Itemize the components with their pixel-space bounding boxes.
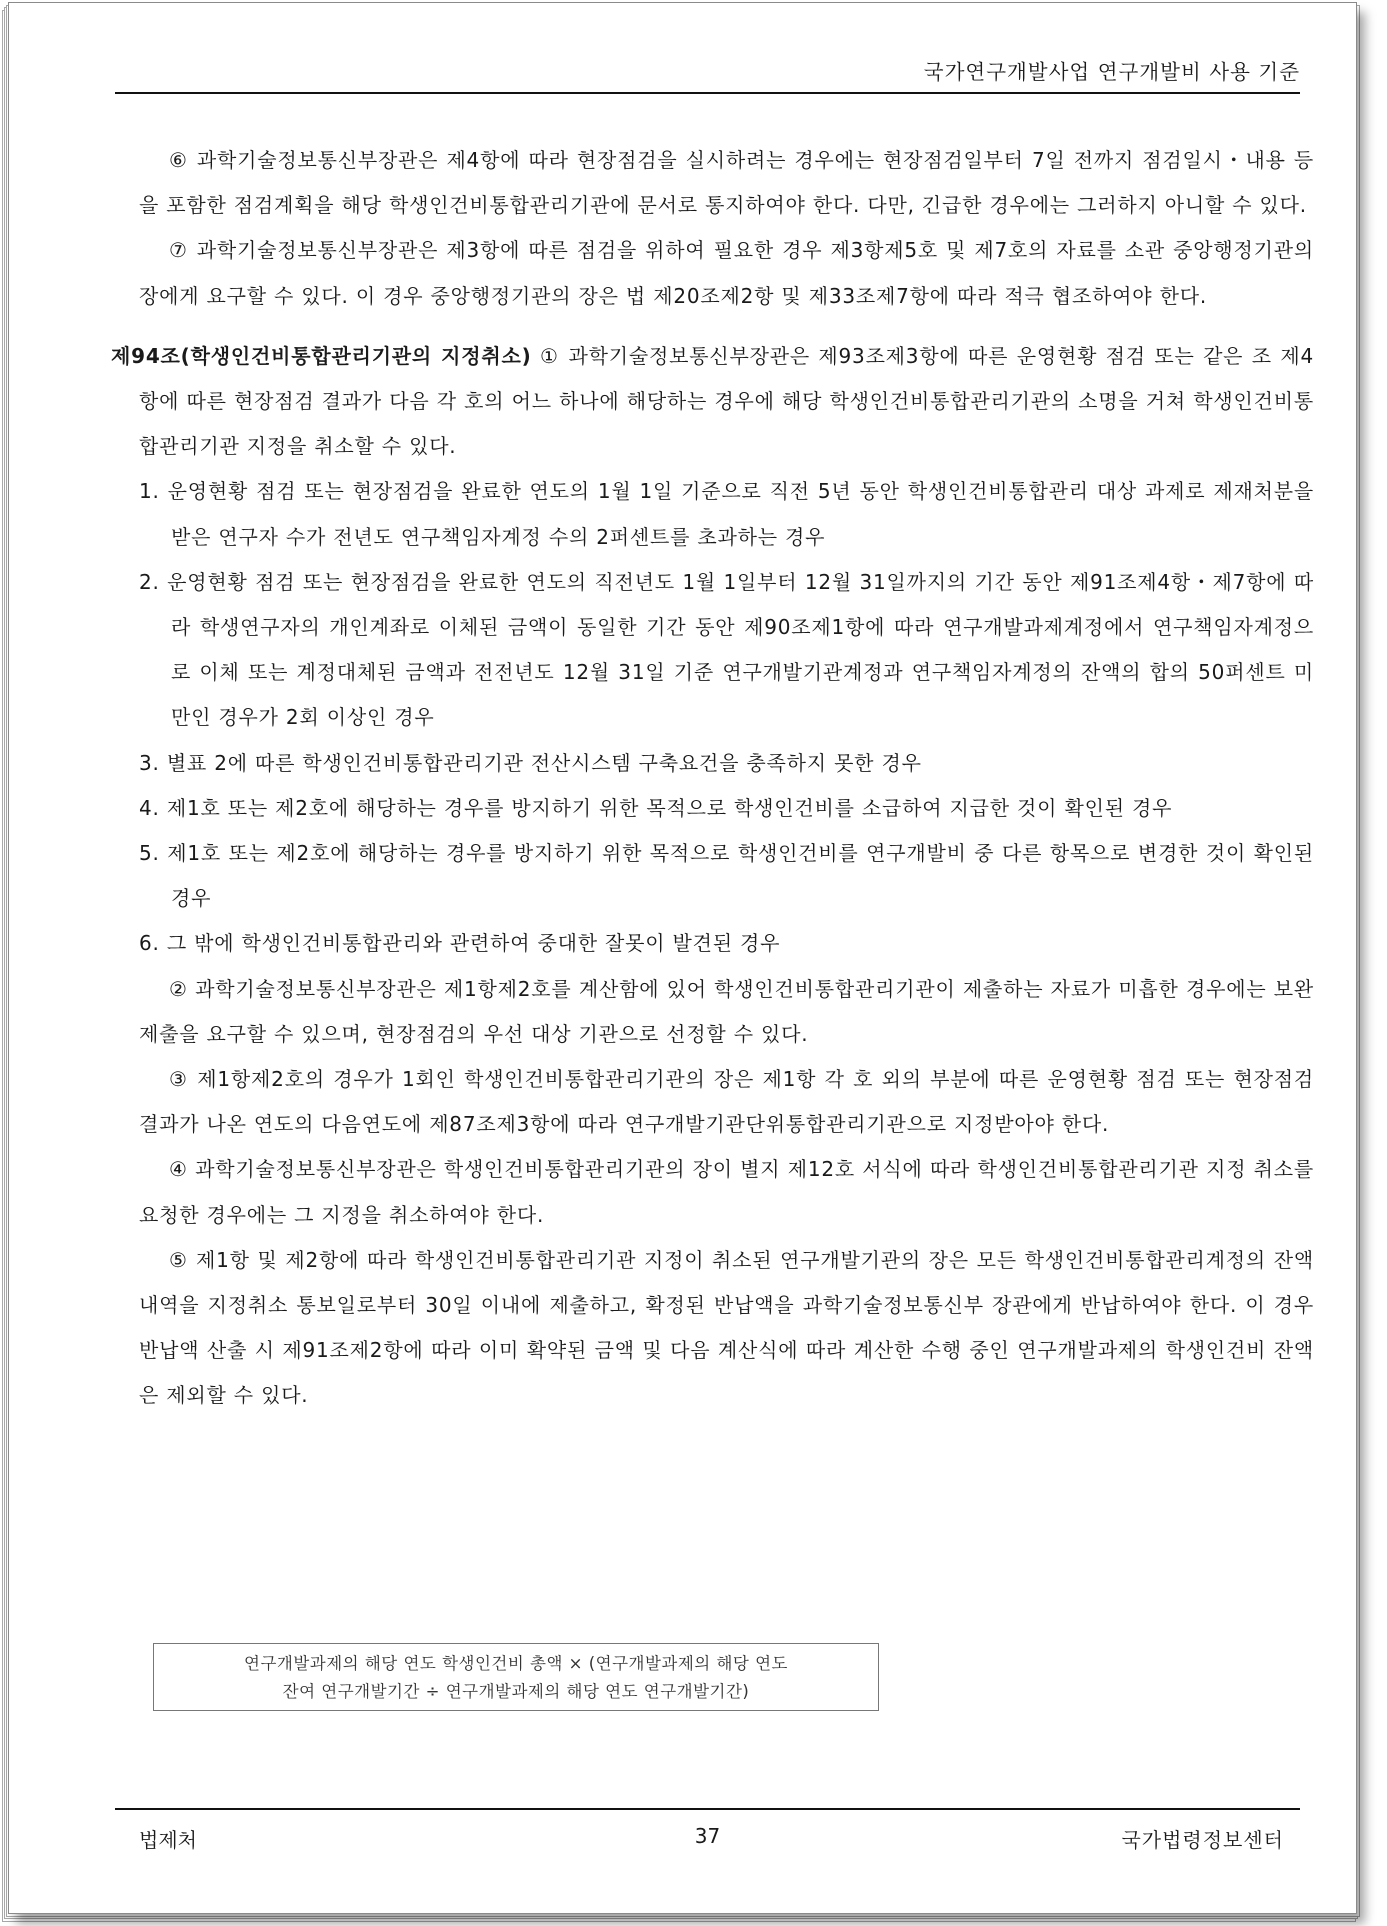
paragraph-3: ③ 제1항제2호의 경우가 1회인 학생인건비통합관리기관의 장은 제1항 각 호 외의 부분에 따른 운영현황 점검 또는 현장점검 결과가 나온 연도의 다음연도에 제87조제3항에 따라 연구개발기관단위통합관리기관으로 지정받아야 한다. — [139, 1067, 1314, 1137]
page-footer — [115, 1808, 1300, 1864]
footer-source: 국가법령정보센터 — [1121, 1828, 1284, 1852]
list-item: 2. 운영현황 점검 또는 현장점검을 완료한 연도의 직전년도 1월 1일부터 12월 31일까지의 기간 동안 제91조제4항・제7항에 따라 학생연구자의 개인계좌로 이체된 금액이 동일한 기간 동안 제90조제1항에 따라 연구개발과제계정에서 연구책임자계정으로 이체 또는 계정대체된 금액과 전전년도 12월 31일 기준 연구개발기관계정과 연구책임자계정의 잔액의 합의 50퍼센트 미만인 경우가 2회 이상인 경우 — [139, 569, 1314, 730]
paragraph-6: ⑥ 과학기술정보통신부장관은 제4항에 따라 현장점검을 실시하려는 경우에는 현장점검일부터 7일 전까지 점검일시・내용 등을 포함한 점검계획을 해당 학생인건비통합관리기관에 문서로 통지하여야 한다. 다만, 긴급한 경우에는 그러하지 아니할 수 있다. — [139, 148, 1314, 218]
list-item: 3. 별표 2에 따른 학생인건비통합관리기관 전산시스템 구축요건을 충족하지 못한 경우 — [139, 750, 922, 775]
paragraph-5: ⑤ 제1항 및 제2항에 따라 학생인건비통합관리기관 지정이 취소된 연구개발기관의 장은 모든 학생인건비통합관리계정의 잔액 내역을 지정취소 통보일로부터 30일 이내에 제출하고, 확정된 반납액을 과학기술정보통신부 장관에게 반납하여야 한다. 이 경우 반납액 산출 시 제91조제2항에 따라 이미 확약된 금액 및 다음 계산식에 따라 계산한 수행 중인 연구개발과제의 학생인건비 잔액은 제외할 수 있다. — [139, 1247, 1314, 1408]
page-header — [115, 55, 1300, 94]
footer-publisher: 법제처 — [139, 1828, 197, 1852]
document-page — [8, 2, 1357, 1914]
list-item: 1. 운영현황 점검 또는 현장점검을 완료한 연도의 1월 1일 기준으로 직전 5년 동안 학생인건비통합관리 대상 과제로 제재처분을 받은 연구자 수가 전년도 연구책임자계정 수의 2퍼센트를 초과하는 경우 — [139, 479, 1314, 549]
paragraph-4: ④ 과학기술정보통신부장관은 학생인건비통합관리기관의 장이 별지 제12호 서식에 따라 학생인건비통합관리기관 지정 취소를 요청한 경우에는 그 지정을 취소하여야 한다. — [139, 1157, 1314, 1227]
formula-line-1: 연구개발과제의 해당 연도 학생인건비 총액 × (연구개발과제의 해당 연도 — [244, 1654, 788, 1673]
article-94-title: 제94조(학생인건비통합관리기관의 지정취소) — [111, 343, 532, 368]
formula-line-2: 잔여 연구개발기간 ÷ 연구개발과제의 해당 연도 연구개발기간) — [282, 1682, 750, 1701]
page-number: 37 — [694, 1824, 721, 1848]
paragraph-7: ⑦ 과학기술정보통신부장관은 제3항에 따른 점검을 위하여 필요한 경우 제3항제5호 및 제7호의 자료를 소관 중앙행정기관의 장에게 요구할 수 있다. 이 경우 중앙행정기관의 장은 법 제20조제2항 및 제33조제7항에 따라 적극 협조하여야 한다. — [139, 238, 1314, 308]
list-item: 4. 제1호 또는 제2호에 해당하는 경우를 방지하기 위한 목적으로 학생인건비를 소급하여 지급한 것이 확인된 경우 — [139, 795, 1173, 820]
document-body — [111, 138, 1314, 1419]
list-item: 5. 제1호 또는 제2호에 해당하는 경우를 방지하기 위한 목적으로 학생인건비를 연구개발비 중 다른 항목으로 변경한 것이 확인된 경우 — [139, 841, 1314, 911]
list-item: 6. 그 밖에 학생인건비통합관리와 관련하여 중대한 잘못이 발견된 경우 — [139, 931, 781, 956]
header-title: 국가연구개발사업 연구개발비 사용 기준 — [923, 60, 1300, 84]
article-94 — [111, 334, 1314, 470]
paragraph-2: ② 과학기술정보통신부장관은 제1항제2호를 계산함에 있어 학생인건비통합관리기관이 제출하는 자료가 미흡한 경우에는 보완 제출을 요구할 수 있으며, 현장점검의 우선 대상 기관으로 선정할 수 있다. — [139, 976, 1314, 1046]
formula-box — [153, 1643, 879, 1711]
article-94-text: ① 과학기술정보통신부장관은 제93조제3항에 따른 운영현황 점검 또는 같은 조 제4항에 따른 현장점검 결과가 다음 각 호의 어느 하나에 해당하는 경우에 해당 학생인건비통합관리기관의 소명을 거쳐 학생인건비통합관리기관 지정을 취소할 수 있다. — [139, 343, 1314, 459]
